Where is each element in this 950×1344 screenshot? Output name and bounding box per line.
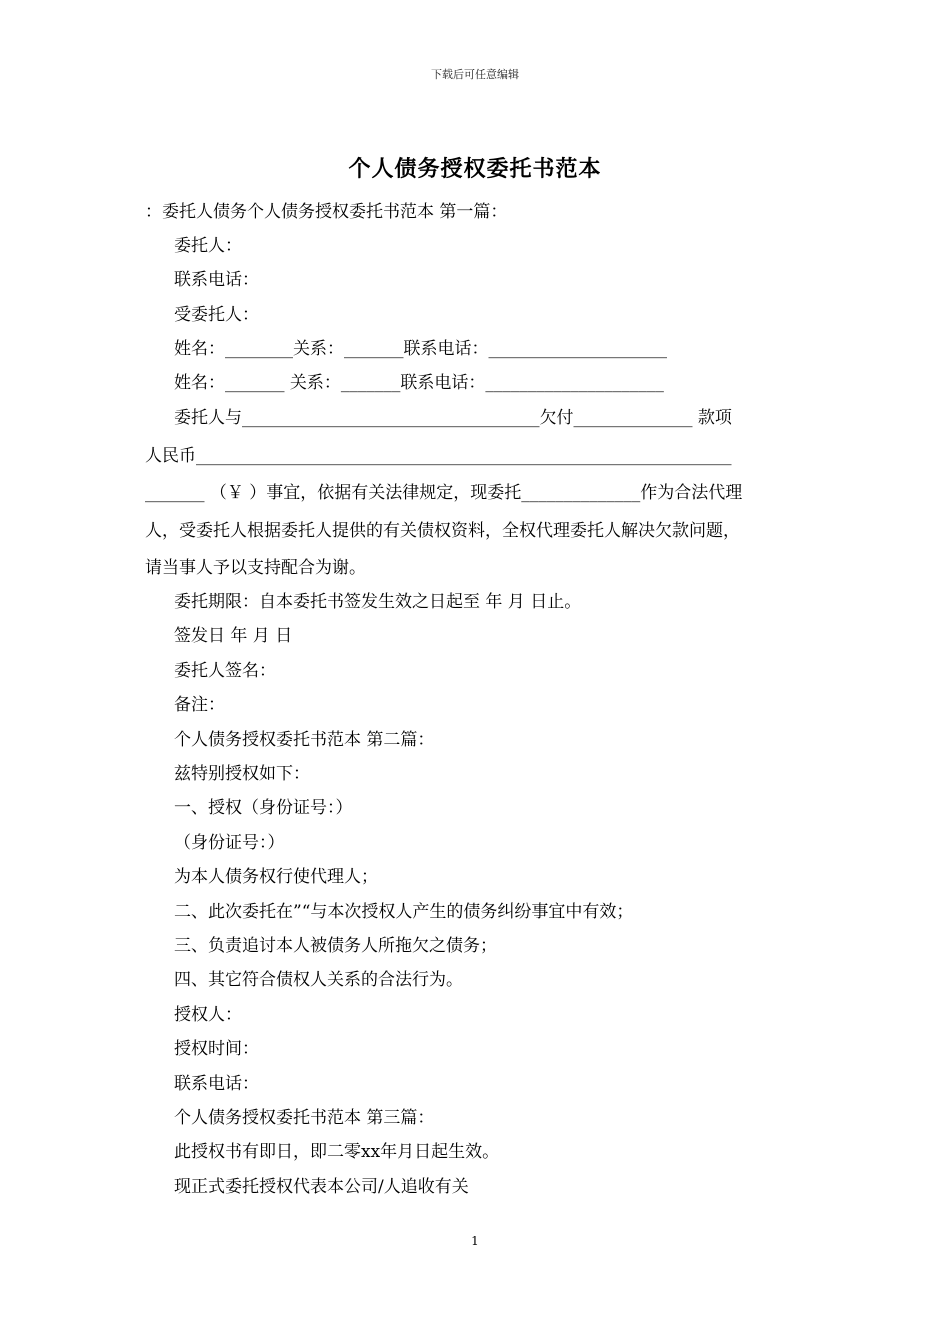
body-line-13: 委托人签名： bbox=[174, 661, 276, 681]
body-line-24: 授权时间： bbox=[174, 1039, 259, 1059]
body-line-28: 现正式委托授权代表本公司/人追收有关 bbox=[174, 1177, 469, 1197]
body-line-22: 四、其它符合债权人关系的合法行为。 bbox=[174, 970, 463, 990]
body-line-18: （身份证号：） bbox=[174, 833, 285, 853]
body-line-26: 个人债务授权委托书范本 第三篇： bbox=[174, 1108, 435, 1128]
body-line-11: 委托期限：自本委托书签发生效之日起至 年 月 日止。 bbox=[174, 592, 582, 612]
body-line-7: 人民币_______________________________________________________________ bbox=[145, 446, 732, 466]
body-line-12: 签发日 年 月 日 bbox=[174, 626, 293, 646]
body-line-15: 个人债务授权委托书范本 第二篇： bbox=[174, 730, 435, 750]
body-line-21: 三、负责追讨本人被债务人所拖欠之债务； bbox=[174, 936, 497, 956]
body-line-20: 二、此次委托在”“与本次授权人产生的债务纠纷事宜中有效； bbox=[174, 902, 634, 922]
body-line-23: 授权人： bbox=[174, 1005, 242, 1025]
body-line-2: 联系电话： bbox=[174, 270, 259, 290]
body-line-27: 此授权书有即日，即二零xx年月日起生效。 bbox=[174, 1142, 500, 1162]
page-header: 下载后可任意编辑 bbox=[431, 68, 519, 81]
body-line-0: ：委托人债务个人债务授权委托书范本 第一篇： bbox=[145, 202, 508, 222]
body-line-3: 受委托人： bbox=[174, 305, 259, 325]
body-line-9: 人，受委托人根据委托人提供的有关债权资料，全权代理委托人解决欠款问题， bbox=[145, 521, 740, 541]
page-number: 1 bbox=[471, 1234, 479, 1248]
body-line-16: 兹特别授权如下： bbox=[174, 764, 310, 784]
body-line-6: 委托人与___________________________________欠付______________ 款项 bbox=[174, 408, 732, 428]
body-line-10: 请当事人予以支持配合为谢。 bbox=[145, 558, 366, 578]
body-line-8: _______ （￥ ）事宜，依据有关法律规定，现委托______________作为合法代理 bbox=[145, 483, 743, 503]
body-line-1: 委托人： bbox=[174, 236, 242, 256]
body-line-14: 备注： bbox=[174, 695, 225, 715]
document-title: 个人债务授权委托书范本 bbox=[348, 156, 602, 182]
body-line-25: 联系电话： bbox=[174, 1074, 259, 1094]
body-line-4: 姓名：________关系：_______联系电话：_____________________ bbox=[174, 339, 667, 359]
body-line-17: 一、授权（身份证号：） bbox=[174, 798, 353, 818]
body-line-5: 姓名：_______ 关系：_______联系电话：_____________________ bbox=[174, 373, 664, 393]
body-line-19: 为本人债务权行使代理人； bbox=[174, 867, 378, 887]
